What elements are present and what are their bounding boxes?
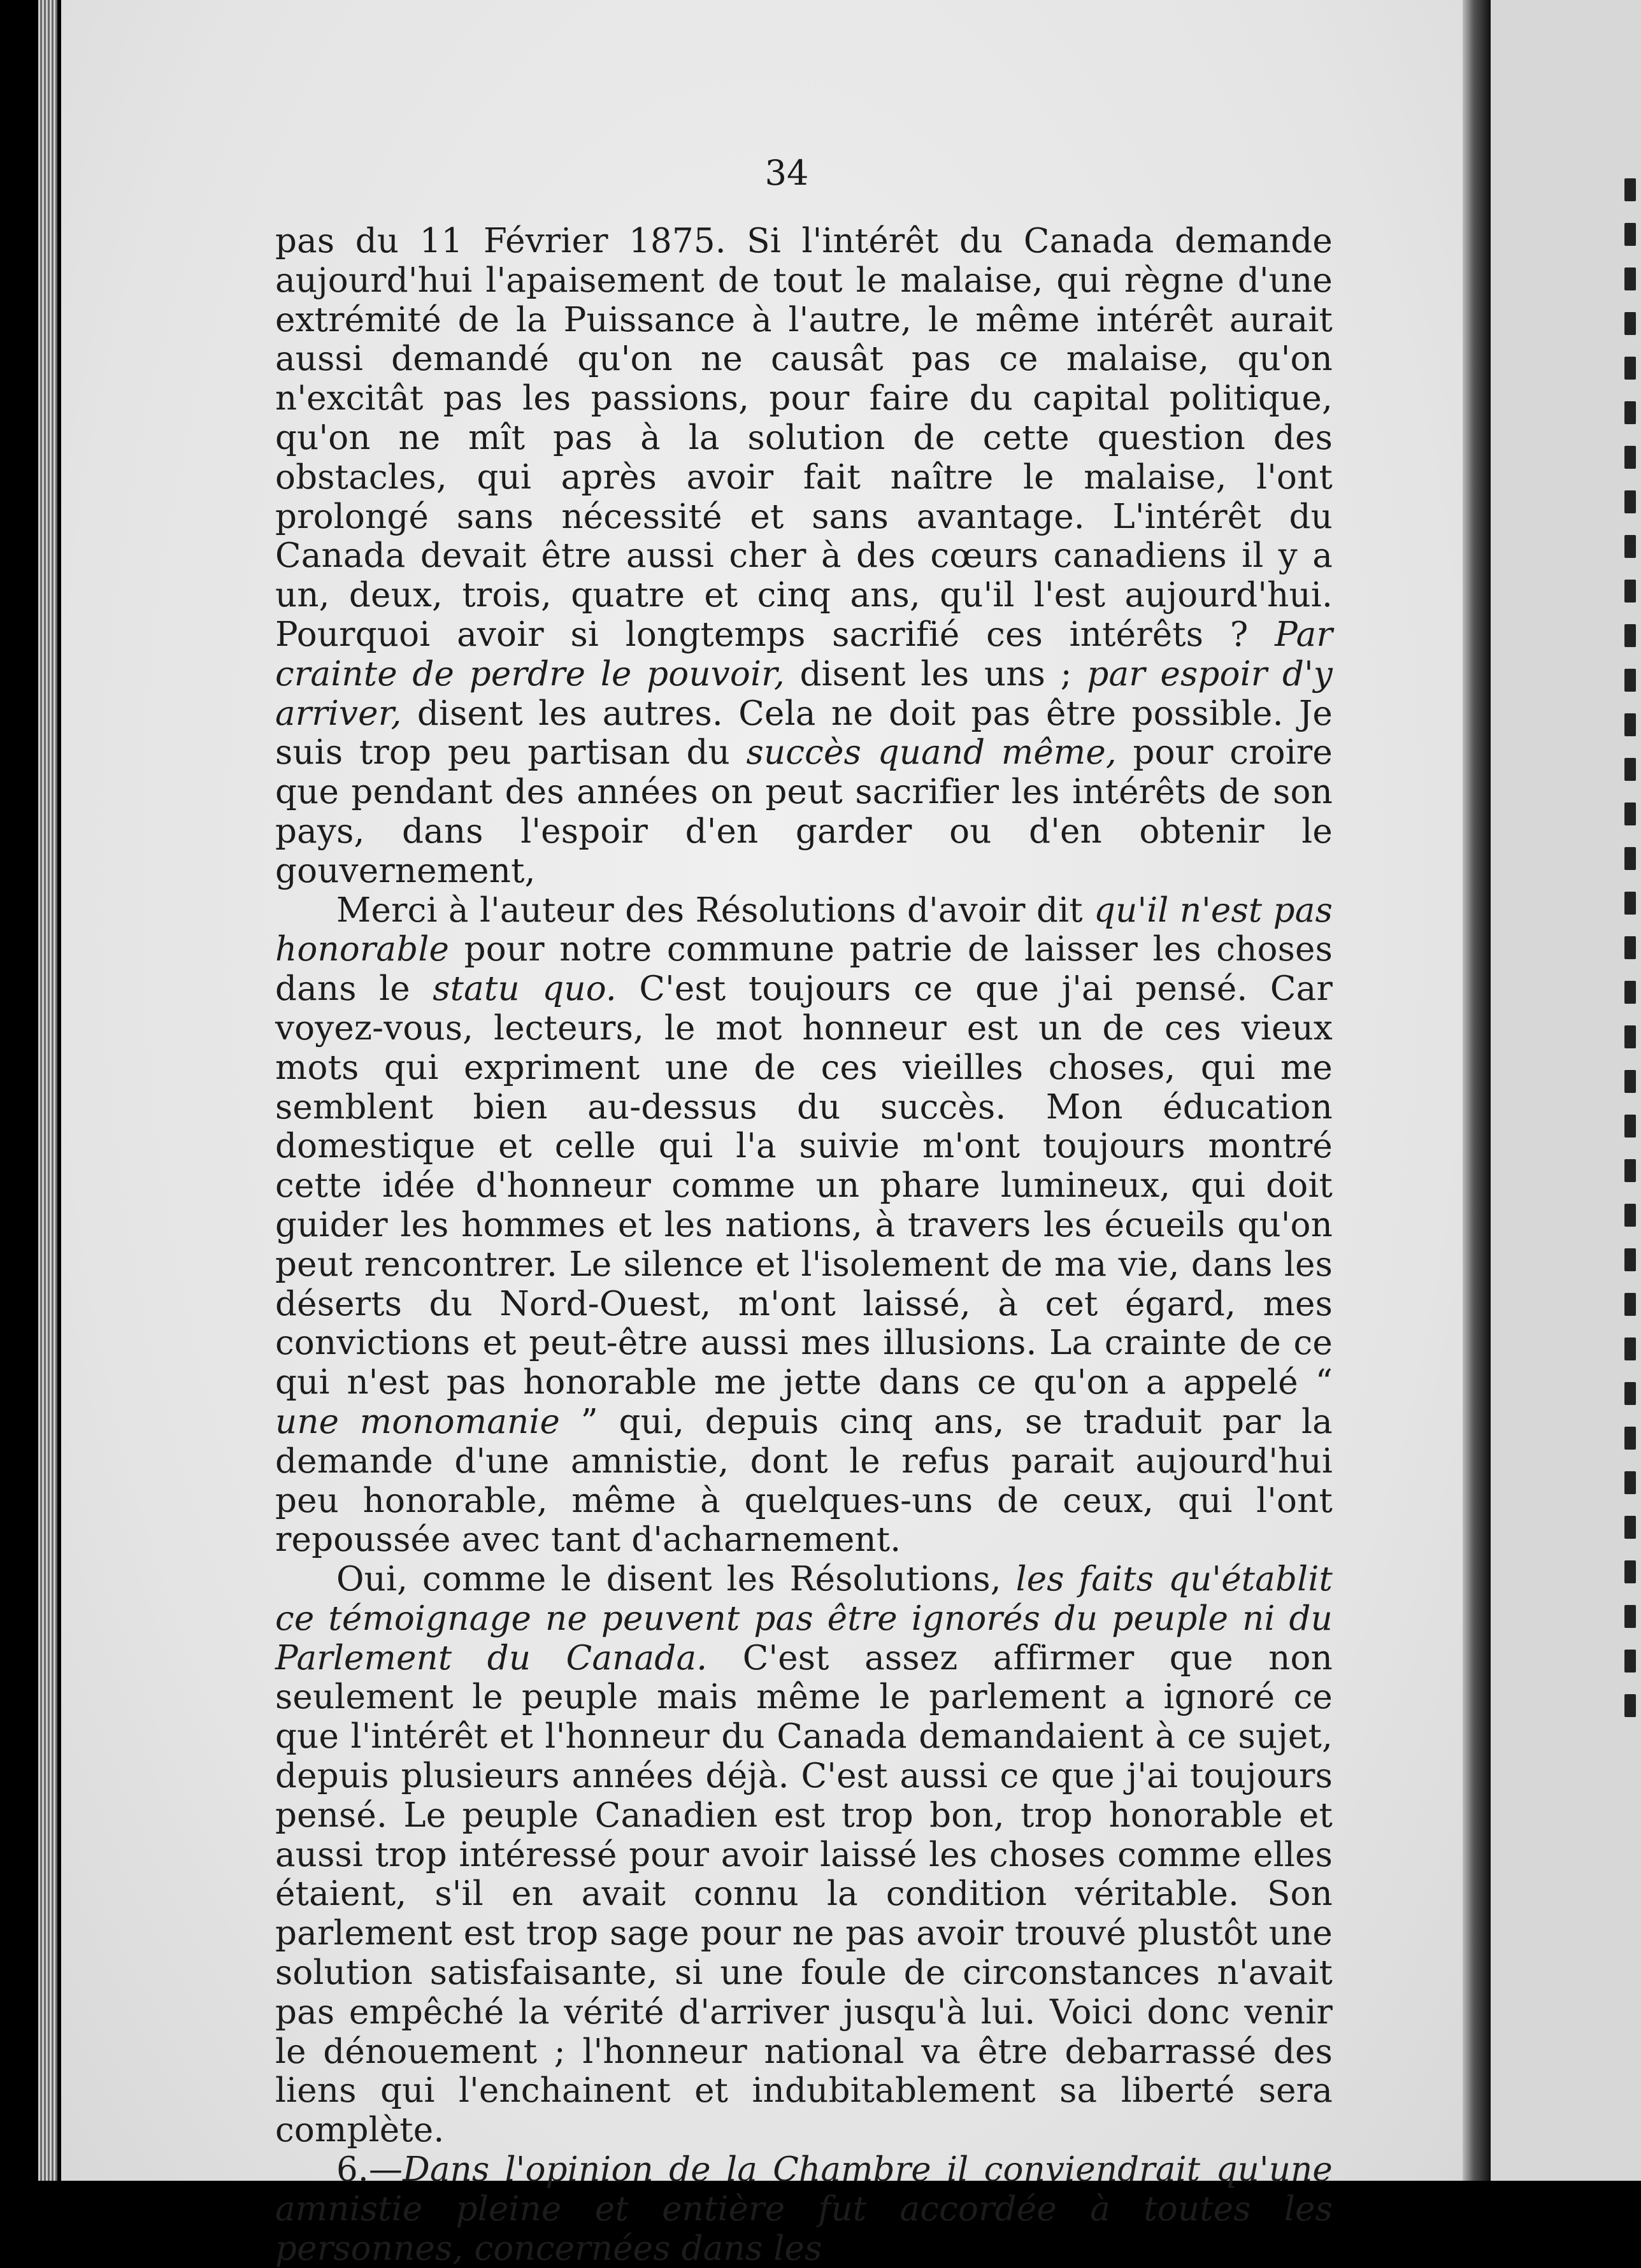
paragraph (275, 222, 1333, 891)
text-run: ” qui, depuis cinq ans, se traduit par la demande d'une amnistie, dont le refus parait aujourd'hui peu honorable, même à quelques-uns de ceux, qui l'ont repoussée avec tant d'acharnement. (275, 1402, 1333, 1560)
italic-text-run: qu'il n'est pas honorable (275, 890, 1333, 969)
italic-text-run: une monomanie (275, 1402, 561, 1441)
book-gutter (1463, 0, 1491, 2181)
text-run: Oui, comme le disent les Résolutions, (336, 1560, 1016, 1599)
book-page-edges (38, 0, 57, 2181)
text-run: disent les uns ; (784, 654, 1087, 694)
italic-text-run: statu quo. (433, 969, 617, 1009)
page-body-text (275, 222, 1333, 2268)
text-run: C'est assez affirmer que non seulement le peuple mais même le parlement a ignoré ce que l'intérêt et l'honneur du Canada demandaient à ce sujet, depuis plusieurs années déjà. C'est aussi ce que j'ai toujours pensé. Le peuple Canadien est trop bon, trop honorable et aussi trop intéressé pour avoir laissé les choses comme elles étaient, s'il en avait connu la condition véritable. Son parlement est trop sage pour ne pas avoir trouvé plustôt une solution satisfaisante, si une foule de circonstances n'avait pas empêché la vérité d'arriver jusqu'à lui. Voici donc venir le dénouement ; l'honneur national va être debarrassé des liens qui l'enchainent et indubitablement sa liberté sera complète. (275, 1638, 1333, 2150)
italic-text-run: succès quand même, (746, 733, 1117, 773)
paragraph (275, 891, 1333, 1560)
text-run: C'est toujours ce que j'ai pensé. Car voyez-vous, lecteurs, le mot honneur est un de ces vieux mots qui expriment une de ces vieilles choses, qui me semblent bien au-dessus du succès. Mon éducation domestique et celle qui l'a suivie m'ont toujours montré cette idée d'honneur comme un phare lumineux, qui doit guider les hommes et les nations, à travers les écueils qu'on peut rencontrer. Le silence et l'isolement de ma vie, dans les déserts du Nord-Ouest, m'ont laissé, à cet égard, mes convictions et peut-être aussi mes illusions. La crainte de ce qui n'est pas honorable me jette dans ce qu'on a appelé “ (275, 969, 1333, 1402)
text-run: pas du 11 Février 1875. Si l'intérêt du Canada demande aujourd'hui l'apaisement de tout le malaise, qui règne d'une extrémité de la Puissance à l'autre, le même intérêt aurait aussi demandé qu'on ne causât pas ce malaise, qu'on n'excitât pas les passions, pour faire du capital politique, qu'on ne mît pas à la solution de cette question des obstacles, qui après avoir fait naître le malaise, l'ont prolongé sans nécessité et sans avantage. L'intérêt du Canada devait être aussi cher à des cœurs canadiens il y a un, deux, trois, quatre et cinq ans, qu'il l'est aujourd'hui. Pourquoi avoir si longtemps sacrifié ces intérêts ? (275, 222, 1333, 654)
text-run: pour croire que pendant des années on peut sacrifier les intérêts de son pays, dans l'espoir d'en garder ou d'en obtenir le gouvernement, (275, 733, 1333, 890)
facing-page-edge (1491, 0, 1641, 2181)
text-run: pour notre commune patrie de laisser les choses dans le (275, 930, 1333, 1009)
paragraph (275, 2150, 1333, 2268)
italic-text-run: par espoir d'y arriver, (275, 654, 1333, 733)
text-run: 6.— (336, 2150, 403, 2190)
text-run: disent les autres. Cela ne doit pas être possible. Je suis trop peu partisan du (275, 694, 1333, 773)
facing-page-text-fragments (1618, 178, 1641, 1771)
paragraph (275, 1560, 1333, 2150)
italic-text-run: Dans l'opinion de la Chambre il conviendrait qu'une amnistie pleine et entière fut accordée à toutes les personnes, concernées dans les (275, 2150, 1333, 2268)
text-run: Merci à l'auteur des Résolutions d'avoir dit (336, 890, 1094, 930)
italic-text-run: les faits qu'établit ce témoignage ne peuvent pas être ignorés du peuple ni du Parlement du Canada. (275, 1560, 1333, 1678)
page-number: 34 (764, 153, 809, 193)
italic-text-run: Par crainte de perdre le pouvoir, (275, 615, 1333, 694)
